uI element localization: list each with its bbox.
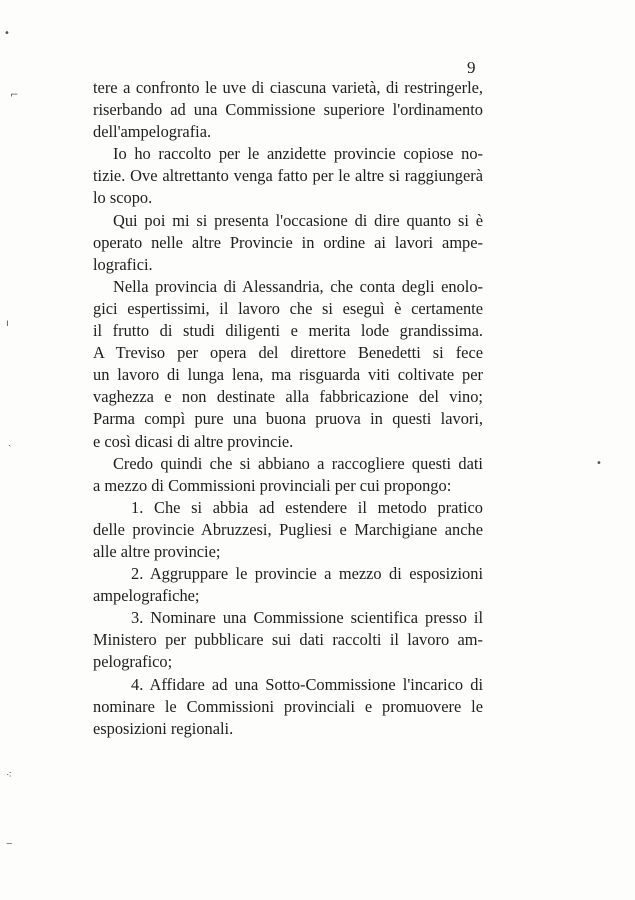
text-line: nominare le Commissioni provinciali e promuovere le (93, 696, 483, 716)
text-line: 3. Nominare una Commissione scientifica presso il (131, 608, 483, 628)
scan-artifact-mark: • (596, 458, 602, 469)
text-line: esposizioni regionali. (93, 718, 234, 738)
text-line: tizie. Ove altrettanto venga fatto per le altre si raggiungerà (93, 166, 483, 186)
text-line: 2. Aggruppare le provincie a mezzo di esposizioni (131, 564, 483, 584)
scan-artifact-mark: ⁖ (6, 770, 12, 781)
text-line: 1. Che si abbia ad estendere il metodo pratico (131, 497, 483, 517)
text-line: 4. Affidare ad una Sotto-Commissione l'incarico di (131, 674, 483, 694)
text-line: Ministero per pubblicare sui dati raccolti il lavoro am- (93, 630, 483, 650)
text-line: a mezzo di Commissioni provinciali per cui propongo: (93, 475, 452, 495)
scan-artifact-mark: ‒ (6, 838, 13, 849)
text-line: riserbando ad una Commissione superiore l'ordinamento (93, 100, 483, 120)
text-line: operato nelle altre Provincie in ordine ai lavori ampe- (93, 232, 483, 252)
text-line: A Treviso per opera del direttore Benedetti si fece (93, 343, 483, 363)
text-line: pelografico; (93, 652, 173, 672)
scan-artifact-mark: • (4, 28, 10, 39)
text-line: Qui poi mi si presenta l'occasione di dire quanto si è (113, 210, 483, 230)
text-line: lo scopo. (93, 188, 153, 208)
scan-artifact-mark: ⌐ (10, 90, 19, 101)
text-line: Credo quindi che si abbiano a raccogliere questi dati (113, 453, 483, 473)
text-line: ampelografiche; (93, 586, 200, 606)
text-line: Io ho raccolto per le anzidette provincie copiose no- (113, 144, 483, 164)
text-line: Parma compì pure una buona pruova in questi lavori, (93, 409, 483, 429)
text-line: alle altre provincie; (93, 541, 221, 561)
text-line: gici espertissimi, il lavoro che si eseguì è certamente (93, 298, 483, 318)
text-line: e così dicasi di altre provincie. (93, 431, 294, 451)
text-line: un lavoro di lunga lena, ma risguarda viti coltivate per (93, 365, 483, 385)
text-line: vaghezza e non destinate alla fabbricazione del vino; (93, 387, 483, 407)
text-line: dell'ampelografia. (93, 122, 212, 142)
text-line: tere a confronto le uve di ciascuna varietà, di restringerle, (93, 78, 483, 97)
body-text (93, 77, 483, 740)
text-line: il frutto di studi diligenti e merita lode grandissima. (93, 321, 483, 341)
text-line: delle provincie Abruzzesi, Pugliesi e Marchigiane anche (93, 519, 483, 539)
scan-artifact-mark: ˴ (8, 440, 12, 451)
text-line: lografici. (93, 254, 153, 274)
page-number: 9 (467, 58, 476, 77)
scan-artifact-mark: ı (6, 318, 9, 329)
text-line: Nella provincia di Alessandria, che conta degli enolo- (113, 276, 483, 296)
